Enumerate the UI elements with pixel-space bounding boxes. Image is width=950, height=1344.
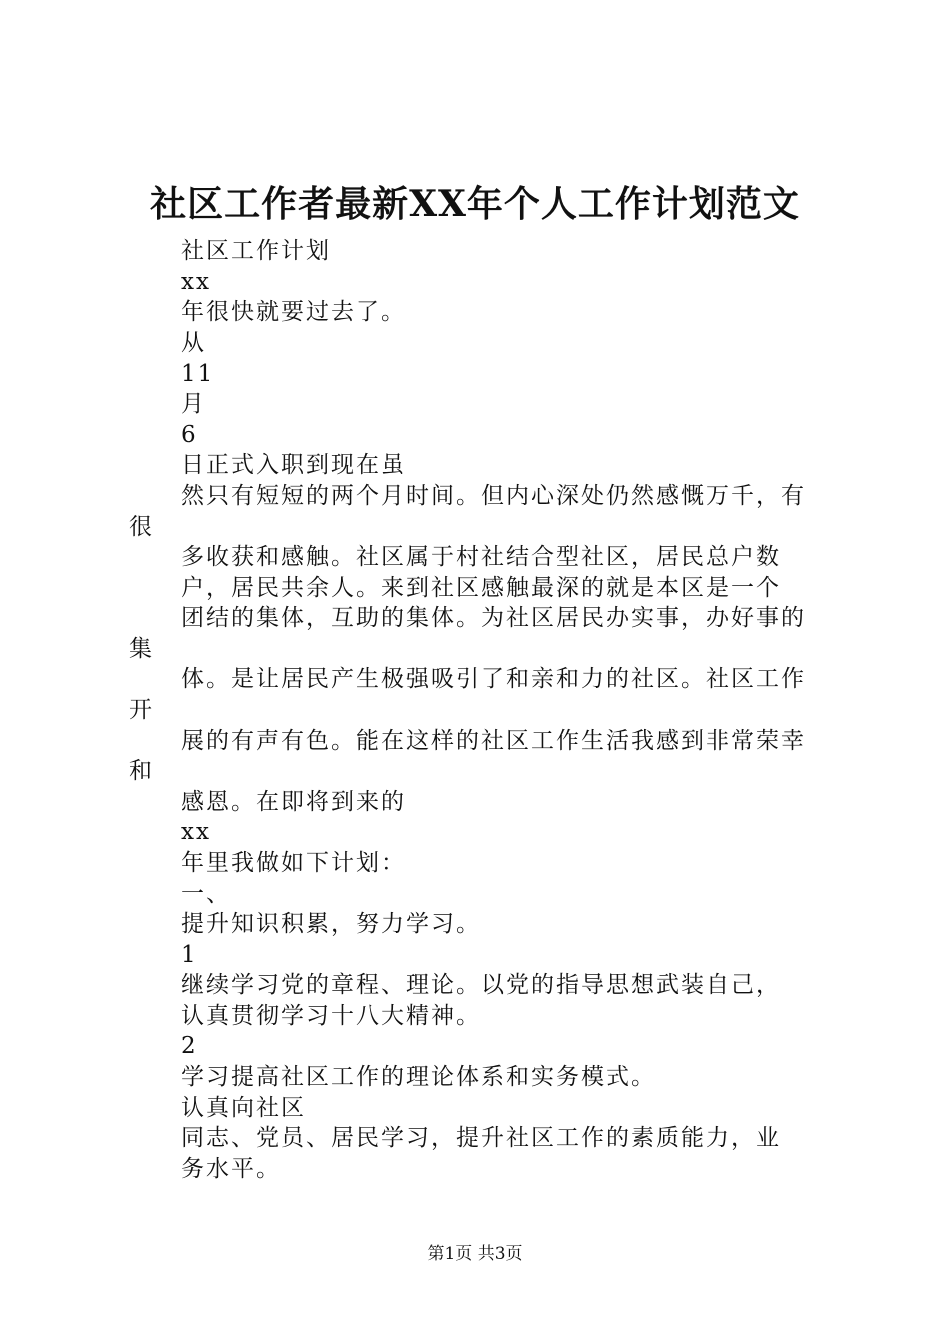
- document-title: 社区工作者最新XX年个人工作计划范文: [150, 183, 800, 225]
- text-line: 从: [181, 330, 206, 356]
- text-line: 同志、党员、居民学习，提升社区工作的素质能力，业: [181, 1125, 781, 1151]
- text-line: 社区工作计划: [181, 238, 331, 264]
- text-line: 一、: [181, 881, 231, 907]
- text-line: 开: [129, 697, 154, 723]
- text-line: 集: [129, 636, 154, 662]
- text-line: 日正式入职到现在虽: [181, 452, 406, 478]
- text-line: 1: [181, 942, 198, 968]
- text-line: 年里我做如下计划：: [181, 850, 406, 876]
- text-line: 很: [129, 514, 154, 540]
- text-line: 继续学习党的章程、理论。以党的指导思想武装自己，: [181, 972, 781, 998]
- text-line: 认真贯彻学习十八大精神。: [181, 1003, 481, 1029]
- text-line: 提升知识积累，努力学习。: [181, 911, 481, 937]
- text-line: 展的有声有色。能在这样的社区工作生活我感到非常荣幸: [181, 728, 806, 754]
- text-line: 体。是让居民产生极强吸引了和亲和力的社区。社区工作: [181, 666, 806, 692]
- text-line: 多收获和感触。社区属于村社结合型社区，居民总户数: [181, 544, 781, 570]
- text-line: 11: [181, 361, 215, 387]
- text-line: 年很快就要过去了。: [181, 299, 406, 325]
- text-line: 和: [129, 758, 154, 784]
- text-line: 2: [181, 1033, 198, 1059]
- text-line: 6: [181, 422, 198, 448]
- text-line: xx: [181, 819, 211, 845]
- text-line: 团结的集体，互助的集体。为社区居民办实事，办好事的: [181, 605, 806, 631]
- text-line: 认真向社区: [181, 1095, 306, 1121]
- text-line: 学习提高社区工作的理论体系和实务模式。: [181, 1064, 656, 1090]
- text-line: 务水平。: [181, 1156, 281, 1182]
- text-line: 户，居民共余人。来到社区感触最深的就是本区是一个: [181, 575, 781, 601]
- text-line: 月: [181, 391, 206, 417]
- page-number-footer: 第1页 共3页: [427, 1244, 523, 1264]
- text-line: 然只有短短的两个月时间。但内心深处仍然感慨万千，有: [181, 483, 806, 509]
- text-line: 感恩。在即将到来的: [181, 789, 406, 815]
- text-line: xx: [181, 269, 211, 295]
